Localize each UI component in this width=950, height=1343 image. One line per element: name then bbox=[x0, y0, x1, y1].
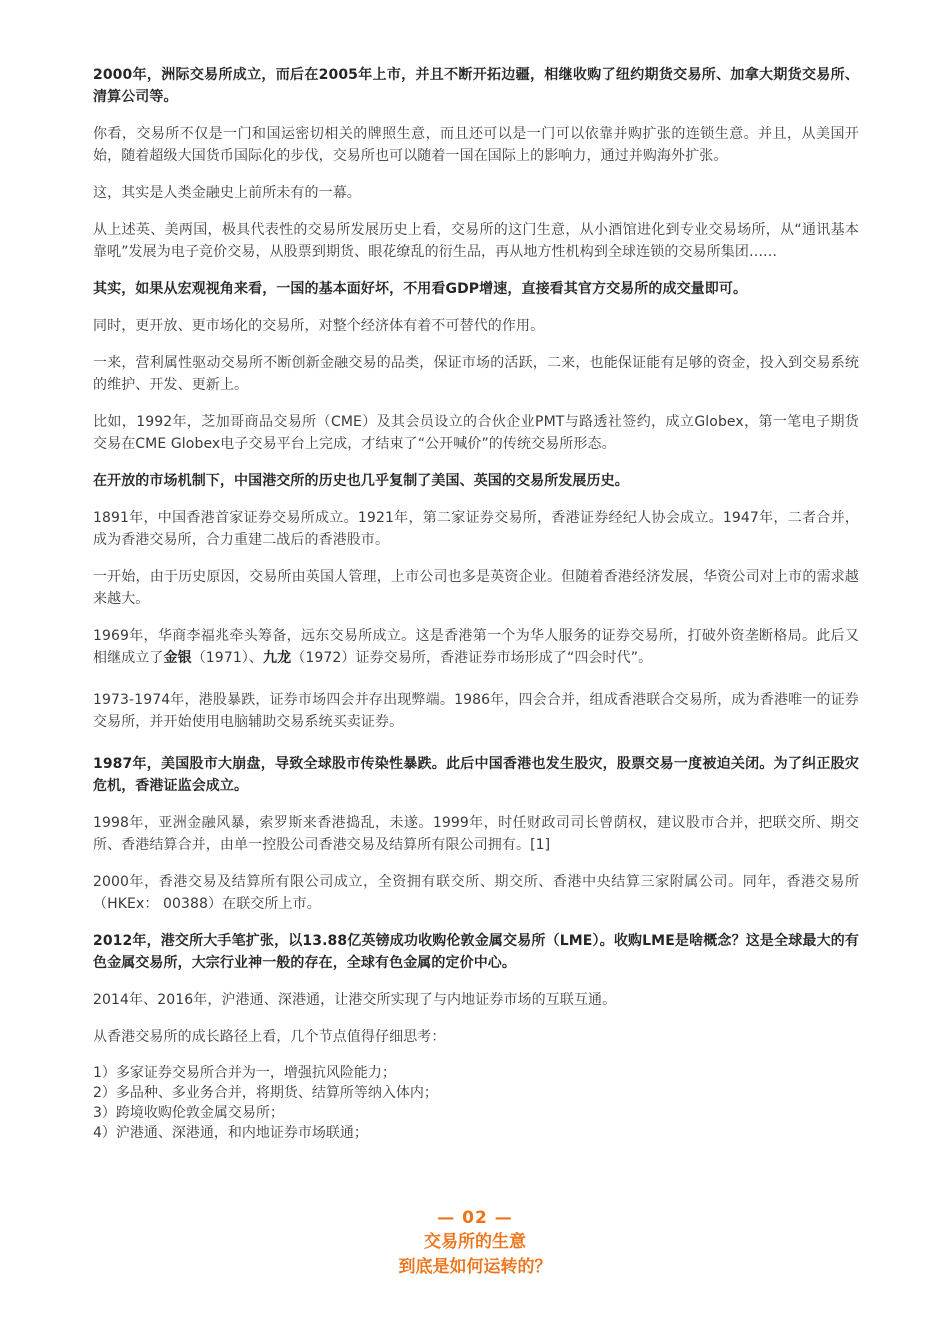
article-body bbox=[93, 64, 859, 1143]
paragraph-unprecedented: 这，其实是人类金融史上前所未有的一幕。 bbox=[93, 185, 361, 201]
paragraph-1973: 1973-1974年，港股暴跌，证券市场四会并存出现弊端。1986年，四会合并，组成香港联合交易所，成为香港唯一的证券交易所，并开始使用电脑辅助交易系统买卖证券。 bbox=[93, 692, 859, 730]
section-title-line1: 交易所的生意 bbox=[424, 1232, 526, 1252]
paragraph-connect: 2014年、2016年，沪港通、深港通，让港交所实现了与内地证券市场的互联互通。 bbox=[93, 992, 617, 1008]
paragraph-hkex-copy: 在开放的市场机制下，中国港交所的历史也几乎复制了美国、英国的交易所发展历史。 bbox=[93, 473, 629, 489]
list-item: 1）多家证券交易所合并为一，增强抗风险能力； bbox=[93, 1065, 396, 1081]
paragraph-1987-crash: 1987年，美国股市大崩盘，导致全球股市传染性暴跌。此后中国香港也发生股灾，股票交易一度被迫关闭。为了纠正股灾危机，香港证监会成立。 bbox=[93, 756, 859, 794]
paragraph-ice-history: 2000年，洲际交易所成立，而后在2005年上市，并且不断开拓边疆，相继收购了纽约期货交易所、加拿大期货交易所、清算公司等。 bbox=[93, 67, 859, 105]
section-number: — 02 — bbox=[437, 1208, 513, 1228]
paragraph-1998: 1998年，亚洲金融风暴，索罗斯来香港捣乱，未遂。1999年，时任财政司司长曾荫权，建议股市合并，把联交所、期交所、香港结算合并，由单一控股公司香港交易及结算所有限公司拥有。[1] bbox=[93, 815, 859, 853]
list-item: 3）跨境收购伦敦金属交易所； bbox=[93, 1105, 284, 1121]
paragraph-1969-part1: 1969年，华商李福兆牵头筹备，远东交易所成立。这是香港第一个为华人服务的证券交易所，打破外资垄断格局。此后又相继成立了 bbox=[93, 628, 859, 666]
paragraph-growth-path: 从香港交易所的成长路径上看，几个节点值得仔细思考： bbox=[93, 1029, 446, 1045]
section-heading bbox=[0, 1206, 950, 1280]
paragraph-1891: 1891年，中国香港首家证券交易所成立。1921年，第二家证券交易所，香港证券经纪人协会成立。1947年，二者合并，成为香港交易所，合力重建二战后的香港股市。 bbox=[93, 510, 859, 548]
section-title-line2: 到底是如何运转的？ bbox=[398, 1257, 552, 1277]
list-item: 2）多品种、多业务合并，将期货、结算所等纳入体内； bbox=[93, 1085, 438, 1101]
paragraph-macro-view: 其实，如果从宏观视角来看，一国的基本面好坏，不用看GDP增速，直接看其官方交易所的成交量即可。 bbox=[93, 281, 748, 297]
paragraph-2012-lme: 2012年，港交所大手笔扩张，以13.88亿英镑成功收购伦敦金属交易所（LME）。收购LME是啥概念？这是全球最大的有色金属交易所，大宗行业神一般的存在，全球有色金属的定价中心。 bbox=[93, 933, 859, 971]
paragraph-profit-driven: 一来，营利属性驱动交易所不断创新金融交易的品类，保证市场的活跃，二来，也能保证能有足够的资金，投入到交易系统的维护、开发、更新上。 bbox=[93, 355, 859, 393]
paragraph-open-market: 同时，更开放、更市场化的交易所，对整个经济体有着不可替代的作用。 bbox=[93, 318, 545, 334]
paragraph-2000-hkex: 2000年，香港交易及结算所有限公司成立，全资拥有联交所、期交所、香港中央结算三家附属公司。同年，香港交易所（HKEx： 00388）在联交所上市。 bbox=[93, 874, 859, 912]
paragraph-1969-part2: （1971）、 bbox=[191, 650, 264, 666]
paragraph-evolution: 从上述英、美两国，极具代表性的交易所发展历史上看，交易所的这门生意，从小酒馆进化到专业交易场所，从“通讯基本靠吼”发展为电子竞价交易，从股票到期货、眼花缭乱的衍生品，再从地方性机构到全球连锁的交易所集团…… bbox=[93, 222, 859, 260]
paragraph-1969-part3: （1972）证券交易所，香港证券市场形成了“四会时代”。 bbox=[291, 650, 653, 666]
paragraph-1969 bbox=[93, 625, 859, 669]
paragraph-british-management: 一开始，由于历史原因，交易所由英国人管理，上市公司也多是英资企业。但随着香港经济发展，华资公司对上市的需求越来越大。 bbox=[93, 569, 859, 607]
kowloon-bold: 九龙 bbox=[263, 650, 292, 666]
paragraph-cme-globex: 比如，1992年，芝加哥商品交易所（CME）及其会员设立的合伙企业PMT与路透社签约，成立Globex，第一笔电子期货交易在CME Globex电子交易平台上完成，才结束了“公开喊价”的传统交易所形态。 bbox=[93, 414, 859, 452]
paragraph-licensing-business: 你看，交易所不仅是一门和国运密切相关的牌照生意，而且还可以是一门可以依靠并购扩张的连锁生意。并且，从美国开始，随着超级大国货币国际化的步伐，交易所也可以随着一国在国际上的影响力，通过并购海外扩张。 bbox=[93, 126, 859, 164]
key-points-list bbox=[93, 1063, 859, 1143]
kam-ngan-bold: 金银 bbox=[163, 650, 192, 666]
list-item: 4）沪港通、深港通，和内地证券市场联通； bbox=[93, 1125, 368, 1141]
